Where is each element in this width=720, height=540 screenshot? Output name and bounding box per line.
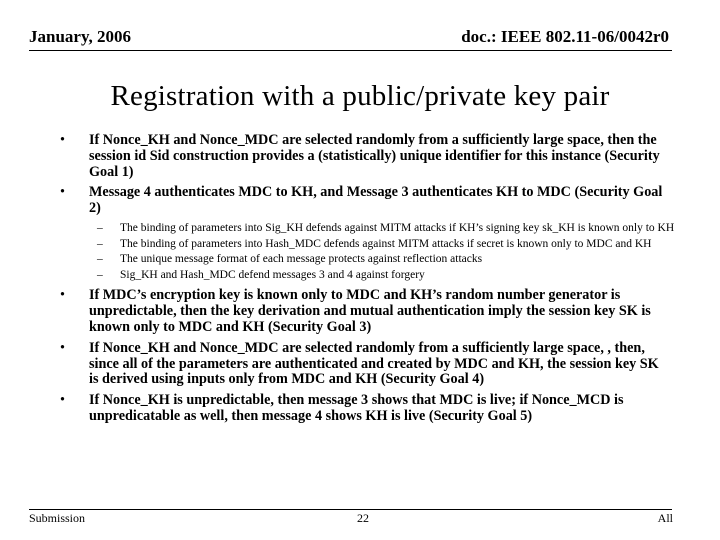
- bullet-text: Message 4 authenticates MDC to KH, and Message 3 authenticates KH to MDC (Security Goal 2): [89, 184, 663, 217]
- page-number: 22: [357, 511, 369, 525]
- bullet-item: [0, 341, 669, 388]
- header-doc-id: doc.: IEEE 802.11-06/0042r0: [461, 27, 669, 46]
- bullet-mark: •: [60, 287, 65, 304]
- sub-bullet-item: [0, 238, 680, 252]
- bullet-text: If MDC’s encryption key is known only to MDC and KH’s random number generator is unpredictable, then the key derivation and mutual authentication imply the session key SK is known only to MDC and KH (Security Goal 3): [89, 287, 651, 335]
- bullet-item: [0, 185, 669, 217]
- sub-bullet-text: The binding of parameters into Hash_MDC defends against MITM attacks if secret is known only to MDC and KH: [120, 237, 652, 250]
- bullet-text: If Nonce_KH and Nonce_MDC are selected randomly from a sufficiently large space, , then, since all of the parameters are authenticated and created by MDC and KH, the session key SK is derived using inputs only from MDC and KH (Security Goal 4): [89, 339, 659, 388]
- sub-bullet-item: [0, 222, 680, 236]
- sub-bullet-text: The unique message format of each message protects against reflection attacks: [120, 253, 483, 266]
- sub-bullet-mark: –: [97, 253, 103, 266]
- bullet-item: [0, 133, 669, 180]
- sub-bullet-text: Sig_KH and Hash_MDC defend messages 3 and 4 against forgery: [120, 268, 425, 281]
- footer-author: All: [657, 511, 673, 525]
- bullet-text: If Nonce_KH and Nonce_MDC are selected randomly from a sufficiently large space, then the session id Sid construction provides a (statistically) unique identifier for this instance (Security Goal 1): [89, 132, 660, 180]
- sub-bullet-mark: –: [97, 221, 103, 234]
- sub-bullet-item: [0, 269, 680, 283]
- bullet-item: [0, 393, 669, 425]
- slide-body: [0, 133, 720, 430]
- bullet-mark: •: [60, 132, 65, 148]
- bullet-text: If Nonce_KH is unpredictable, then message 3 shows that MDC is live; if Nonce_MCD is unpredicatable as well, then message 4 shows KH is live (Security Goal 5): [89, 392, 624, 424]
- footer-divider: [29, 509, 672, 510]
- sub-bullet-list: [0, 222, 720, 282]
- slide-title: Registration with a public/private key pair: [110, 80, 610, 112]
- header-divider: [29, 50, 672, 51]
- bullet-mark: •: [60, 339, 65, 356]
- sub-bullet-item: [0, 253, 680, 267]
- sub-bullet-text: The binding of parameters into Sig_KH defends against MITM attacks if KH’s signing key sk_KH is known only to KH: [120, 221, 675, 234]
- sub-bullet-mark: –: [97, 268, 103, 281]
- footer-submission: Submission: [29, 511, 86, 525]
- header-date: January, 2006: [29, 27, 132, 46]
- bullet-mark: •: [60, 184, 65, 201]
- bullet-item: [0, 288, 669, 335]
- bullet-mark: •: [60, 392, 65, 409]
- sub-bullet-mark: –: [97, 237, 103, 250]
